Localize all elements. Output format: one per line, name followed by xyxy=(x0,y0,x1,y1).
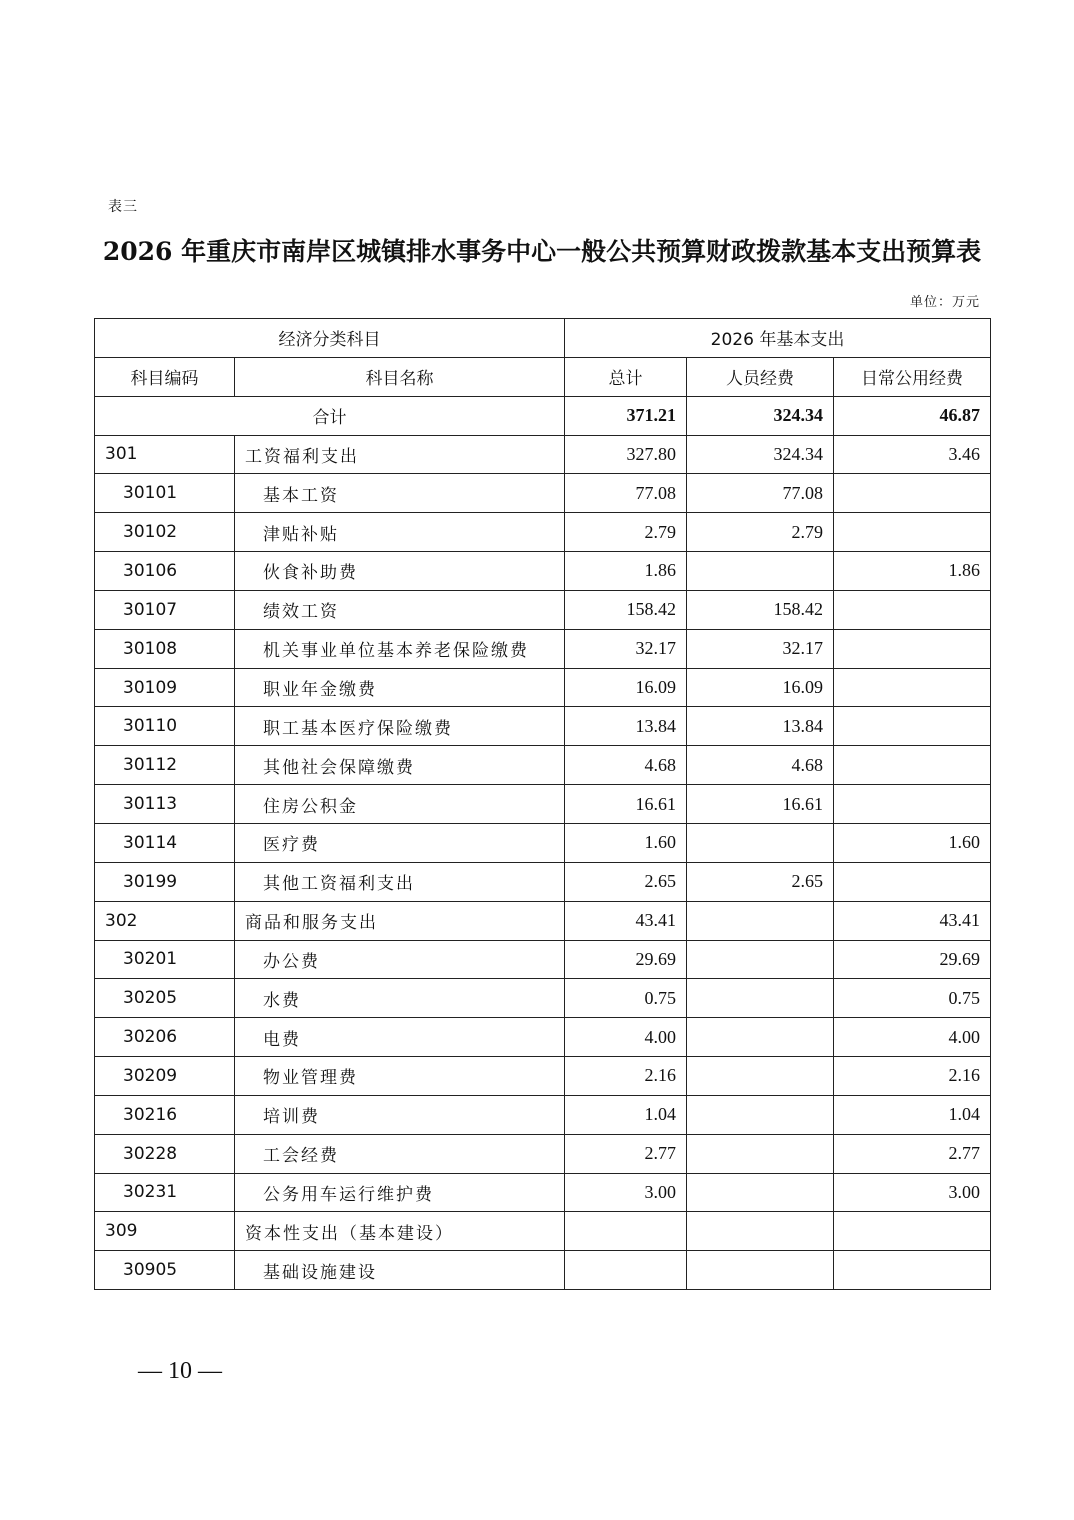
header-public: 日常公用经费 xyxy=(834,357,991,396)
row-total: 1.86 xyxy=(565,552,687,591)
row-code: 30110 xyxy=(95,707,235,746)
row-total: 32.17 xyxy=(565,629,687,668)
row-public xyxy=(834,862,991,901)
table-row xyxy=(95,435,991,474)
row-total: 327.80 xyxy=(565,435,687,474)
table-row xyxy=(95,940,991,979)
table-row xyxy=(95,629,991,668)
row-public: 1.04 xyxy=(834,1095,991,1134)
row-public xyxy=(834,474,991,513)
row-total xyxy=(565,1212,687,1251)
row-total: 1.04 xyxy=(565,1095,687,1134)
row-public: 2.77 xyxy=(834,1134,991,1173)
row-name: 职业年金缴费 xyxy=(235,668,565,707)
row-name: 商品和服务支出 xyxy=(235,901,565,940)
row-public xyxy=(834,513,991,552)
row-name: 伙食补助费 xyxy=(235,552,565,591)
row-total: 4.68 xyxy=(565,746,687,785)
row-total: 77.08 xyxy=(565,474,687,513)
row-name: 培训费 xyxy=(235,1095,565,1134)
row-personnel xyxy=(687,979,834,1018)
row-name: 绩效工资 xyxy=(235,590,565,629)
row-name: 水费 xyxy=(235,979,565,1018)
row-public: 1.86 xyxy=(834,552,991,591)
total-personnel: 324.34 xyxy=(687,396,834,435)
table-row xyxy=(95,1057,991,1096)
header-name: 科目名称 xyxy=(235,357,565,396)
header-total: 总计 xyxy=(565,357,687,396)
row-public xyxy=(834,668,991,707)
row-total: 158.42 xyxy=(565,590,687,629)
table-row xyxy=(95,1018,991,1057)
header-basic-expenditure: 2026 年基本支出 xyxy=(565,319,991,358)
row-code: 30201 xyxy=(95,940,235,979)
row-code: 30216 xyxy=(95,1095,235,1134)
row-public: 0.75 xyxy=(834,979,991,1018)
table-row xyxy=(95,590,991,629)
row-code: 30209 xyxy=(95,1057,235,1096)
row-total: 16.61 xyxy=(565,785,687,824)
row-public xyxy=(834,746,991,785)
row-personnel: 16.09 xyxy=(687,668,834,707)
row-code: 30113 xyxy=(95,785,235,824)
table-row xyxy=(95,785,991,824)
row-total: 1.60 xyxy=(565,823,687,862)
row-code: 30108 xyxy=(95,629,235,668)
table-row xyxy=(95,1095,991,1134)
row-personnel: 2.65 xyxy=(687,862,834,901)
total-row xyxy=(95,396,991,435)
row-total: 4.00 xyxy=(565,1018,687,1057)
table-row xyxy=(95,979,991,1018)
row-code: 30106 xyxy=(95,552,235,591)
row-code: 30205 xyxy=(95,979,235,1018)
row-code: 30114 xyxy=(95,823,235,862)
row-total: 0.75 xyxy=(565,979,687,1018)
row-public xyxy=(834,707,991,746)
table-row xyxy=(95,707,991,746)
page-number: — 10 — xyxy=(138,1358,222,1384)
row-personnel xyxy=(687,1057,834,1096)
row-code: 309 xyxy=(95,1212,235,1251)
header-column-row xyxy=(95,357,991,396)
row-name: 办公费 xyxy=(235,940,565,979)
row-name: 其他社会保障缴费 xyxy=(235,746,565,785)
row-code: 301 xyxy=(95,435,235,474)
row-code: 30101 xyxy=(95,474,235,513)
row-personnel xyxy=(687,901,834,940)
row-total: 43.41 xyxy=(565,901,687,940)
row-name: 其他工资福利支出 xyxy=(235,862,565,901)
row-public: 2.16 xyxy=(834,1057,991,1096)
header-personnel: 人员经费 xyxy=(687,357,834,396)
table-row xyxy=(95,1251,991,1290)
table-row xyxy=(95,552,991,591)
row-total: 16.09 xyxy=(565,668,687,707)
header-code: 科目编码 xyxy=(95,357,235,396)
row-code: 30107 xyxy=(95,590,235,629)
header-group-row xyxy=(95,319,991,358)
row-name: 住房公积金 xyxy=(235,785,565,824)
row-total: 2.65 xyxy=(565,862,687,901)
row-public: 29.69 xyxy=(834,940,991,979)
row-total xyxy=(565,1251,687,1290)
table-row xyxy=(95,1134,991,1173)
row-public xyxy=(834,590,991,629)
row-name: 津贴补贴 xyxy=(235,513,565,552)
row-code: 30228 xyxy=(95,1134,235,1173)
row-personnel: 32.17 xyxy=(687,629,834,668)
row-personnel xyxy=(687,1251,834,1290)
row-name: 电费 xyxy=(235,1018,565,1057)
budget-table xyxy=(94,318,991,1290)
table-body xyxy=(95,435,991,1290)
row-name: 工会经费 xyxy=(235,1134,565,1173)
row-name: 基础设施建设 xyxy=(235,1251,565,1290)
row-personnel xyxy=(687,552,834,591)
row-public xyxy=(834,629,991,668)
table-row xyxy=(95,1212,991,1251)
row-code: 30905 xyxy=(95,1251,235,1290)
row-personnel: 16.61 xyxy=(687,785,834,824)
row-personnel xyxy=(687,1212,834,1251)
table-row xyxy=(95,474,991,513)
row-total: 2.77 xyxy=(565,1134,687,1173)
row-code: 30109 xyxy=(95,668,235,707)
row-public: 43.41 xyxy=(834,901,991,940)
row-personnel xyxy=(687,1095,834,1134)
row-personnel xyxy=(687,1173,834,1212)
row-personnel xyxy=(687,1018,834,1057)
row-name: 公务用车运行维护费 xyxy=(235,1173,565,1212)
row-public: 3.46 xyxy=(834,435,991,474)
row-code: 30206 xyxy=(95,1018,235,1057)
row-name: 工资福利支出 xyxy=(235,435,565,474)
table-row xyxy=(95,823,991,862)
table-row xyxy=(95,668,991,707)
row-name: 资本性支出（基本建设） xyxy=(235,1212,565,1251)
row-total: 2.16 xyxy=(565,1057,687,1096)
row-personnel: 2.79 xyxy=(687,513,834,552)
row-personnel xyxy=(687,1134,834,1173)
row-public: 3.00 xyxy=(834,1173,991,1212)
row-public: 1.60 xyxy=(834,823,991,862)
table-row xyxy=(95,901,991,940)
row-public xyxy=(834,1251,991,1290)
row-personnel xyxy=(687,823,834,862)
row-personnel: 158.42 xyxy=(687,590,834,629)
table-row xyxy=(95,862,991,901)
row-total: 13.84 xyxy=(565,707,687,746)
row-code: 30231 xyxy=(95,1173,235,1212)
table-row xyxy=(95,1173,991,1212)
table-label: 表三 xyxy=(108,199,138,215)
table-row xyxy=(95,746,991,785)
row-personnel: 324.34 xyxy=(687,435,834,474)
row-name: 基本工资 xyxy=(235,474,565,513)
row-name: 医疗费 xyxy=(235,823,565,862)
row-name: 职工基本医疗保险缴费 xyxy=(235,707,565,746)
row-public xyxy=(834,785,991,824)
row-personnel: 4.68 xyxy=(687,746,834,785)
row-name: 物业管理费 xyxy=(235,1057,565,1096)
row-code: 30102 xyxy=(95,513,235,552)
row-public xyxy=(834,1212,991,1251)
row-code: 30112 xyxy=(95,746,235,785)
row-name: 机关事业单位基本养老保险缴费 xyxy=(235,629,565,668)
row-personnel: 13.84 xyxy=(687,707,834,746)
total-total: 371.21 xyxy=(565,396,687,435)
row-total: 3.00 xyxy=(565,1173,687,1212)
row-personnel: 77.08 xyxy=(687,474,834,513)
row-total: 29.69 xyxy=(565,940,687,979)
row-public: 4.00 xyxy=(834,1018,991,1057)
total-label: 合计 xyxy=(95,396,565,435)
total-public: 46.87 xyxy=(834,396,991,435)
row-total: 2.79 xyxy=(565,513,687,552)
row-code: 30199 xyxy=(95,862,235,901)
row-code: 302 xyxy=(95,901,235,940)
header-economic-classification: 经济分类科目 xyxy=(95,319,565,358)
table-row xyxy=(95,513,991,552)
page-title: 2026 年重庆市南岸区城镇排水事务中心一般公共预算财政拨款基本支出预算表 xyxy=(102,237,982,266)
unit-label: 单位：万元 xyxy=(909,295,980,310)
row-personnel xyxy=(687,940,834,979)
